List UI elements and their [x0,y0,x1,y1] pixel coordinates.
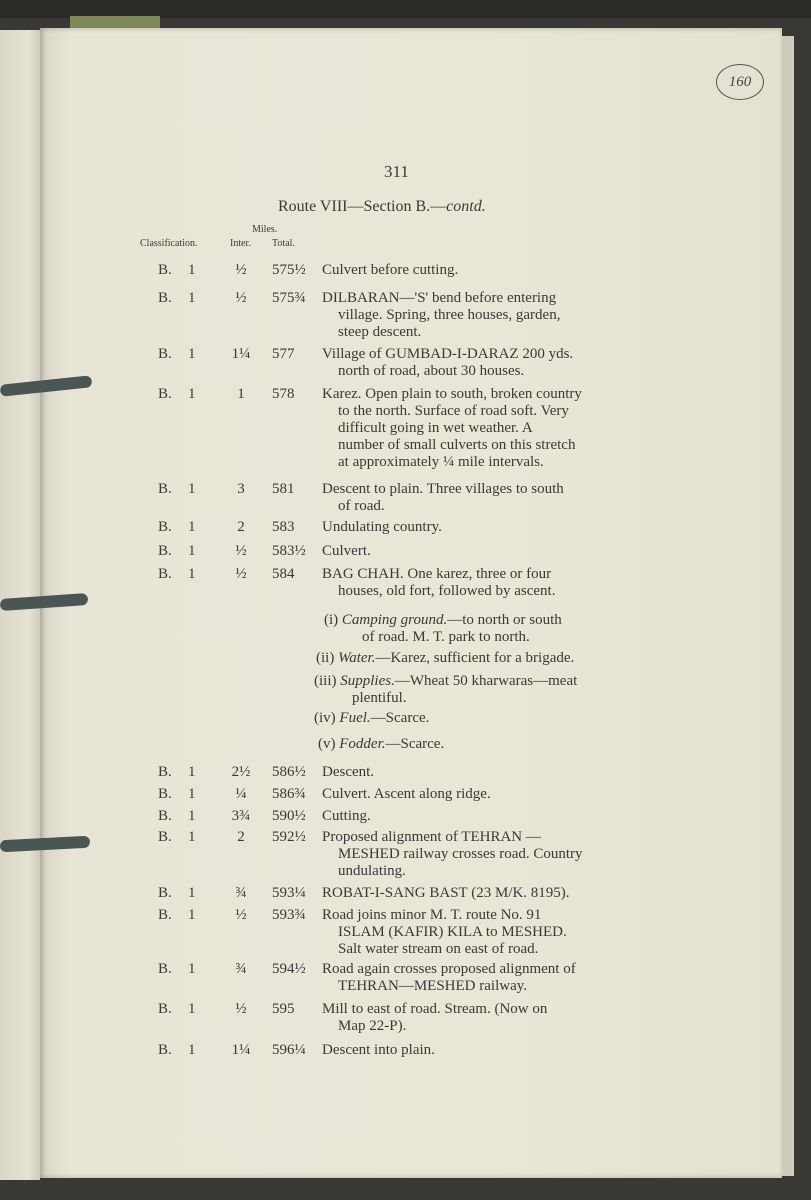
class-number-cell: 1 [188,907,196,923]
description-cell [322,961,653,995]
miles-heading: Miles. [252,224,278,235]
inter-miles-cell: 1¼ [231,346,251,362]
inter-miles-cell: 3¾ [231,808,251,824]
description-line: ISLAM (KAFIR) KILA to MESHED. [338,924,567,940]
description-line: Descent. [322,764,375,780]
classification-cell: B. [158,786,172,802]
description-cell [322,386,653,471]
classification-cell: B. [158,829,172,845]
detail-text: —Scarce. [385,736,445,752]
folio-mark: 160 [716,64,764,100]
inter-miles-cell: ½ [235,543,247,559]
page-stack-edge [782,36,794,1176]
inter-miles-cell: ½ [235,566,247,582]
total-miles-cell: 584 [272,566,295,582]
classification-cell: B. [158,808,172,824]
description-cell [322,543,653,560]
class-number-cell: 1 [188,885,196,901]
detail-key: Fodder. [339,736,386,752]
inter-miles-cell: 3 [237,481,245,497]
total-miles-cell: 594½ [272,961,306,977]
description-line: north of road, about 30 houses. [338,363,525,379]
inter-miles-cell: 1¼ [231,1042,251,1058]
class-number-cell: 1 [188,786,196,802]
description-line: Mill to east of road. Stream. (Now on [322,1001,548,1017]
class-number-cell: 1 [188,1042,196,1058]
inter-miles-cell: 2 [237,829,245,845]
total-miles-cell: 575¾ [272,290,306,306]
classification-heading: Classification. [140,238,198,249]
description-line: Descent to plain. Three villages to south [322,481,564,497]
description-line: Salt water stream on east of road. [338,941,539,957]
detail-number: (iii) [314,673,341,689]
classification-cell: B. [158,885,172,901]
class-number-cell: 1 [188,829,196,845]
class-number-cell: 1 [188,519,196,535]
class-number-cell: 1 [188,290,196,306]
detail-number: (ii) [316,650,339,666]
description-line: Proposed alignment of TEHRAN — [322,829,541,845]
detail-text: —Karez, sufficient for a brigade. [375,650,575,666]
detail-text: —Scarce. [370,710,430,726]
classification-cell: B. [158,543,172,559]
class-number-cell: 1 [188,346,196,362]
total-heading: Total. [272,238,295,249]
description-cell [322,566,653,600]
inter-miles-cell: ½ [235,290,247,306]
description-line: steep descent. [338,324,422,340]
description-line: Cutting. [322,808,371,824]
description-line: Road again crosses proposed alignment of [322,961,576,977]
description-line: Culvert. Ascent along ridge. [322,786,491,802]
total-miles-cell: 581 [272,481,295,497]
detail-text: —to north or south [447,612,562,628]
description-line: village. Spring, three houses, garden, [338,307,561,323]
description-cell [322,1001,653,1035]
total-miles-cell: 586¾ [272,786,306,802]
description-cell [322,786,653,803]
description-cell [322,885,653,902]
classification-cell: B. [158,386,172,402]
total-miles-cell: 577 [272,346,295,362]
description-cell [322,346,653,380]
class-number-cell: 1 [188,262,196,278]
description-line: DILBARAN—'S' bend before entering [322,290,557,306]
detail-key: Supplies. [340,673,395,689]
description-cell [322,829,653,880]
detail-text: —Wheat 50 kharwaras—meat [394,673,578,689]
description-line: Culvert before cutting. [322,262,459,278]
total-miles-cell: 593¾ [272,907,306,923]
description-line: difficult going in wet weather. A [338,420,533,436]
class-number-cell: 1 [188,808,196,824]
total-miles-cell: 578 [272,386,295,402]
class-number-cell: 1 [188,386,196,402]
description-line: to the north. Surface of road soft. Very [338,403,569,419]
classification-cell: B. [158,566,172,582]
spine-tab [70,16,160,28]
description-cell [322,481,653,515]
inter-heading: Inter. [230,238,251,249]
classification-cell: B. [158,481,172,497]
total-miles-cell: 593¼ [272,885,306,901]
class-number-cell: 1 [188,566,196,582]
inter-miles-cell: ½ [235,1001,247,1017]
classification-cell: B. [158,1001,172,1017]
total-miles-cell: 595 [272,1001,295,1017]
inter-miles-cell: ¾ [235,961,247,977]
classification-cell: B. [158,519,172,535]
description-cell [322,290,653,341]
description-cell [322,808,653,825]
detail-item [324,612,562,646]
description-line: Road joins minor M. T. route No. 91 [322,907,542,923]
description-line: Map 22-P). [338,1018,407,1034]
classification-cell: B. [158,1042,172,1058]
total-miles-cell: 586½ [272,764,306,780]
classification-cell: B. [158,764,172,780]
description-cell [322,262,653,279]
description-line: Village of GUMBAD-I-DARAZ 200 yds. [322,346,574,362]
description-line: MESHED railway crosses road. Country [338,846,583,862]
class-number-cell: 1 [188,1001,196,1017]
class-number-cell: 1 [188,764,196,780]
description-line: at approximately ¼ mile intervals. [338,454,544,470]
detail-key: Camping ground. [341,612,448,628]
description-cell [322,1042,653,1059]
detail-item [318,736,444,753]
description-cell [322,519,653,536]
inter-miles-cell: 2½ [231,764,251,780]
route-title: Route VIII—Section B.— [278,198,447,215]
inter-miles-cell: 1 [237,386,245,402]
route-title-contd: contd. [446,198,486,215]
description-line: undulating. [338,863,406,879]
description-line: Karez. Open plain to south, broken country [322,386,582,402]
total-miles-cell: 596¼ [272,1042,306,1058]
inter-miles-cell: ½ [235,262,247,278]
inter-miles-cell: ¾ [235,885,247,901]
description-line: Culvert. [322,543,371,559]
description-line: BAG CHAH. One karez, three or four [322,566,552,582]
detail-text-line: of road. M. T. park to north. [362,629,530,645]
description-line: of road. [338,498,385,514]
classification-cell: B. [158,262,172,278]
class-number-cell: 1 [188,961,196,977]
class-number-cell: 1 [188,543,196,559]
total-miles-cell: 592½ [272,829,306,845]
detail-number: (v) [318,736,340,752]
detail-key: Water. [338,650,376,666]
classification-cell: B. [158,907,172,923]
classification-cell: B. [158,290,172,306]
description-line: ROBAT-I-SANG BAST (23 M/K. 8195). [322,885,570,901]
inter-miles-cell: ½ [235,907,247,923]
total-miles-cell: 583½ [272,543,306,559]
description-line: houses, old fort, followed by ascent. [338,583,556,599]
page-number: 311 [384,162,409,181]
total-miles-cell: 575½ [272,262,306,278]
detail-text-line: plentiful. [352,690,407,706]
detail-number: (i) [324,612,342,628]
classification-cell: B. [158,961,172,977]
classification-cell: B. [158,346,172,362]
description-line: TEHRAN—MESHED railway. [338,978,528,994]
detail-item [314,710,429,727]
total-miles-cell: 583 [272,519,295,535]
class-number-cell: 1 [188,481,196,497]
description-line: Descent into plain. [322,1042,435,1058]
detail-item [316,650,574,667]
route-header [278,198,486,216]
inter-miles-cell: 2 [237,519,245,535]
detail-number: (iv) [314,710,340,726]
description-line: Undulating country. [322,519,442,535]
detail-key: Fuel. [339,710,371,726]
description-cell [322,764,653,781]
inter-miles-cell: ¼ [235,786,247,802]
description-line: number of small culverts on this stretch [338,437,576,453]
total-miles-cell: 590½ [272,808,306,824]
detail-item [314,673,577,707]
description-cell [322,907,653,958]
